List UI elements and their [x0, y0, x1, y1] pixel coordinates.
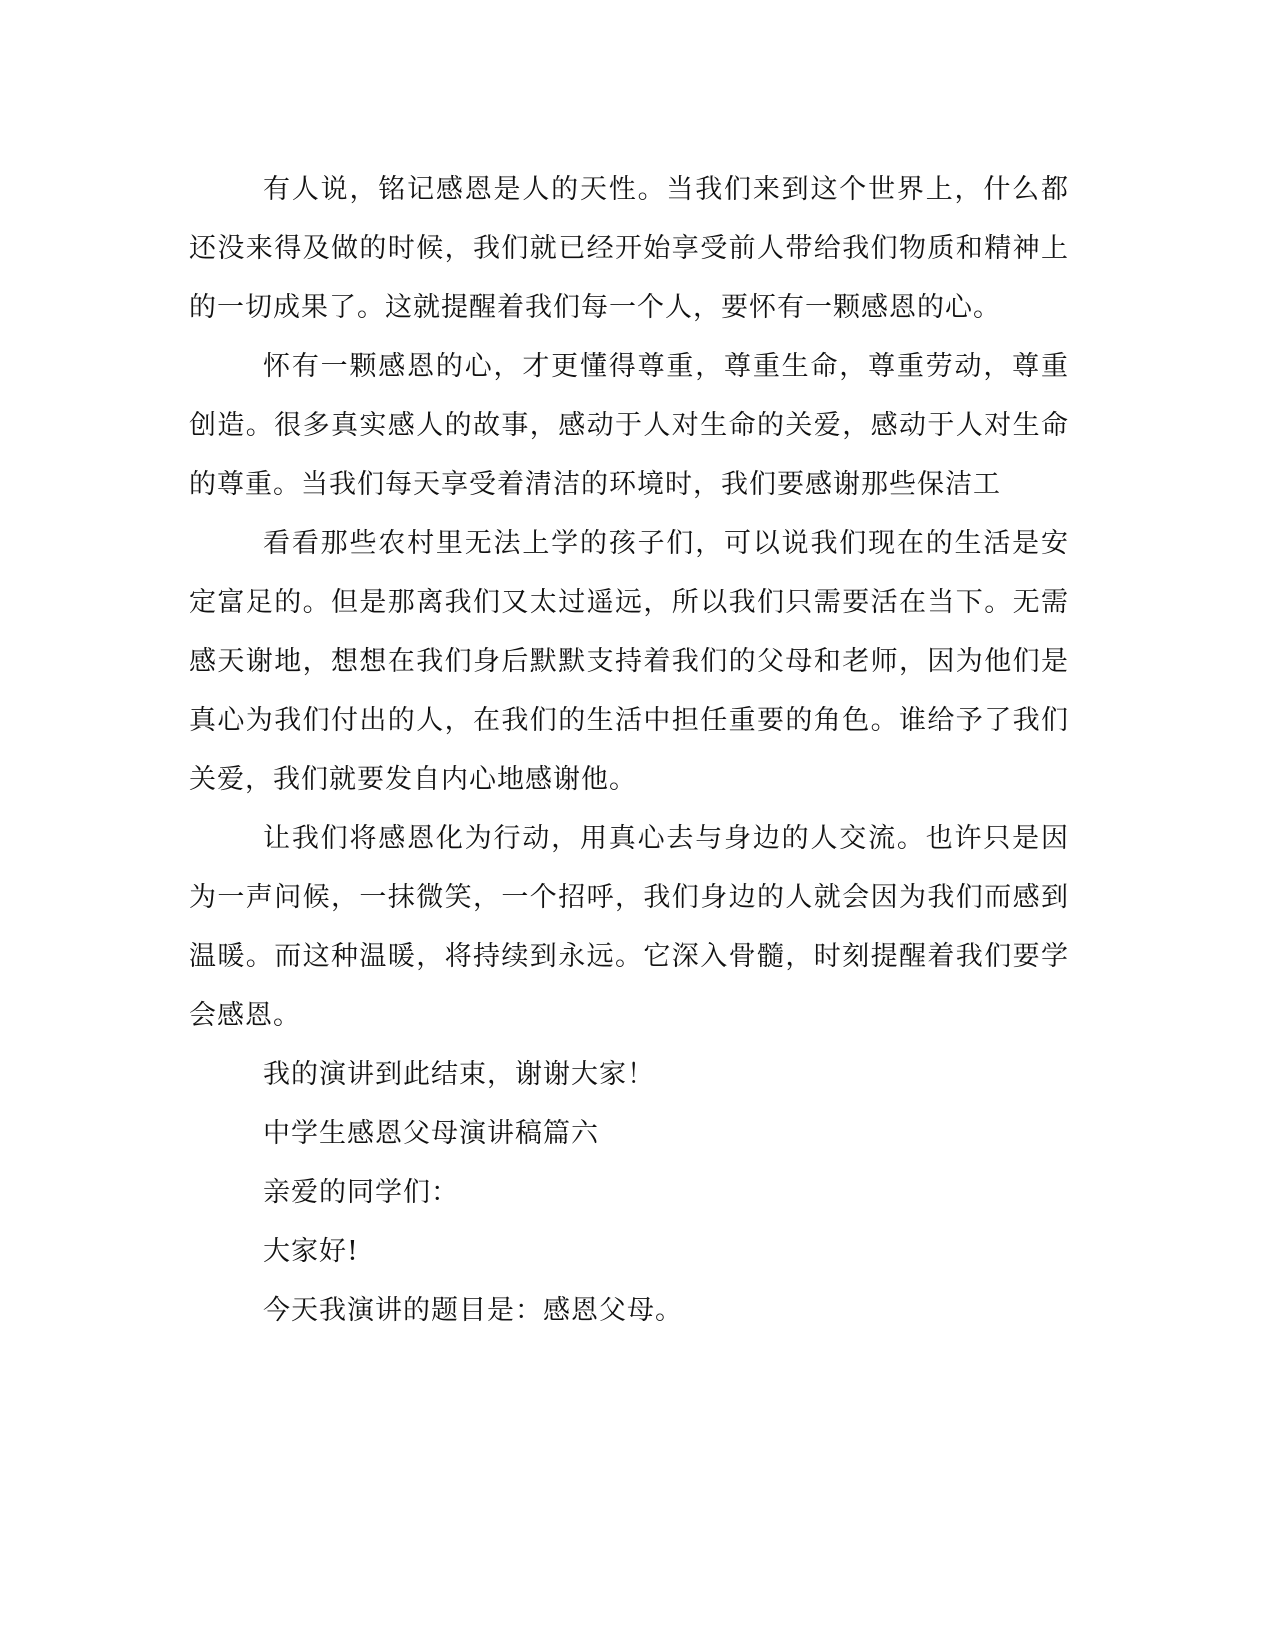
- paragraph-action: 让我们将感恩化为行动，用真心去与身边的人交流。也许只是因为一声问候，一抹微笑，一个招呼，我们身边的人就会因为我们而感到温暖。而这种温暖，将持续到永远。它深入骨髓，时刻提醒着我们要学会感恩。: [189, 823, 1069, 1031]
- section-heading: 中学生感恩父母演讲稿篇六: [263, 1118, 599, 1149]
- greeting: 大家好!: [263, 1236, 359, 1267]
- paragraph-parents-teachers: 看看那些农村里无法上学的孩子们，可以说我们现在的生活是安定富足的。但是那离我们又太过遥远，所以我们只需要活在当下。无需感天谢地，想想在我们身后默默支持着我们的父母和老师，因为他们是真心为我们付出的人，在我们的生活中担任重要的角色。谁给予了我们关爱，我们就要发自内心地感谢他。: [189, 528, 1069, 795]
- paragraph-gratitude-nature: 有人说，铭记感恩是人的天性。当我们来到这个世界上，什么都还没来得及做的时候，我们就已经开始享受前人带给我们物质和精神上的一切成果了。这就提醒着我们每一个人，要怀有一颗感恩的心。: [189, 174, 1069, 323]
- paragraph-respect: 怀有一颗感恩的心，才更懂得尊重，尊重生命，尊重劳动，尊重创造。很多真实感人的故事，感动于人对生命的关爱，感动于人对生命的尊重。当我们每天享受着清洁的环境时，我们要感谢那些保洁工: [189, 351, 1069, 500]
- speech-ending: 我的演讲到此结束，谢谢大家！: [263, 1059, 655, 1090]
- salutation: 亲爱的同学们：: [263, 1177, 459, 1208]
- document-body: [189, 160, 1069, 1340]
- speech-topic: 今天我演讲的题目是：感恩父母。: [263, 1295, 683, 1326]
